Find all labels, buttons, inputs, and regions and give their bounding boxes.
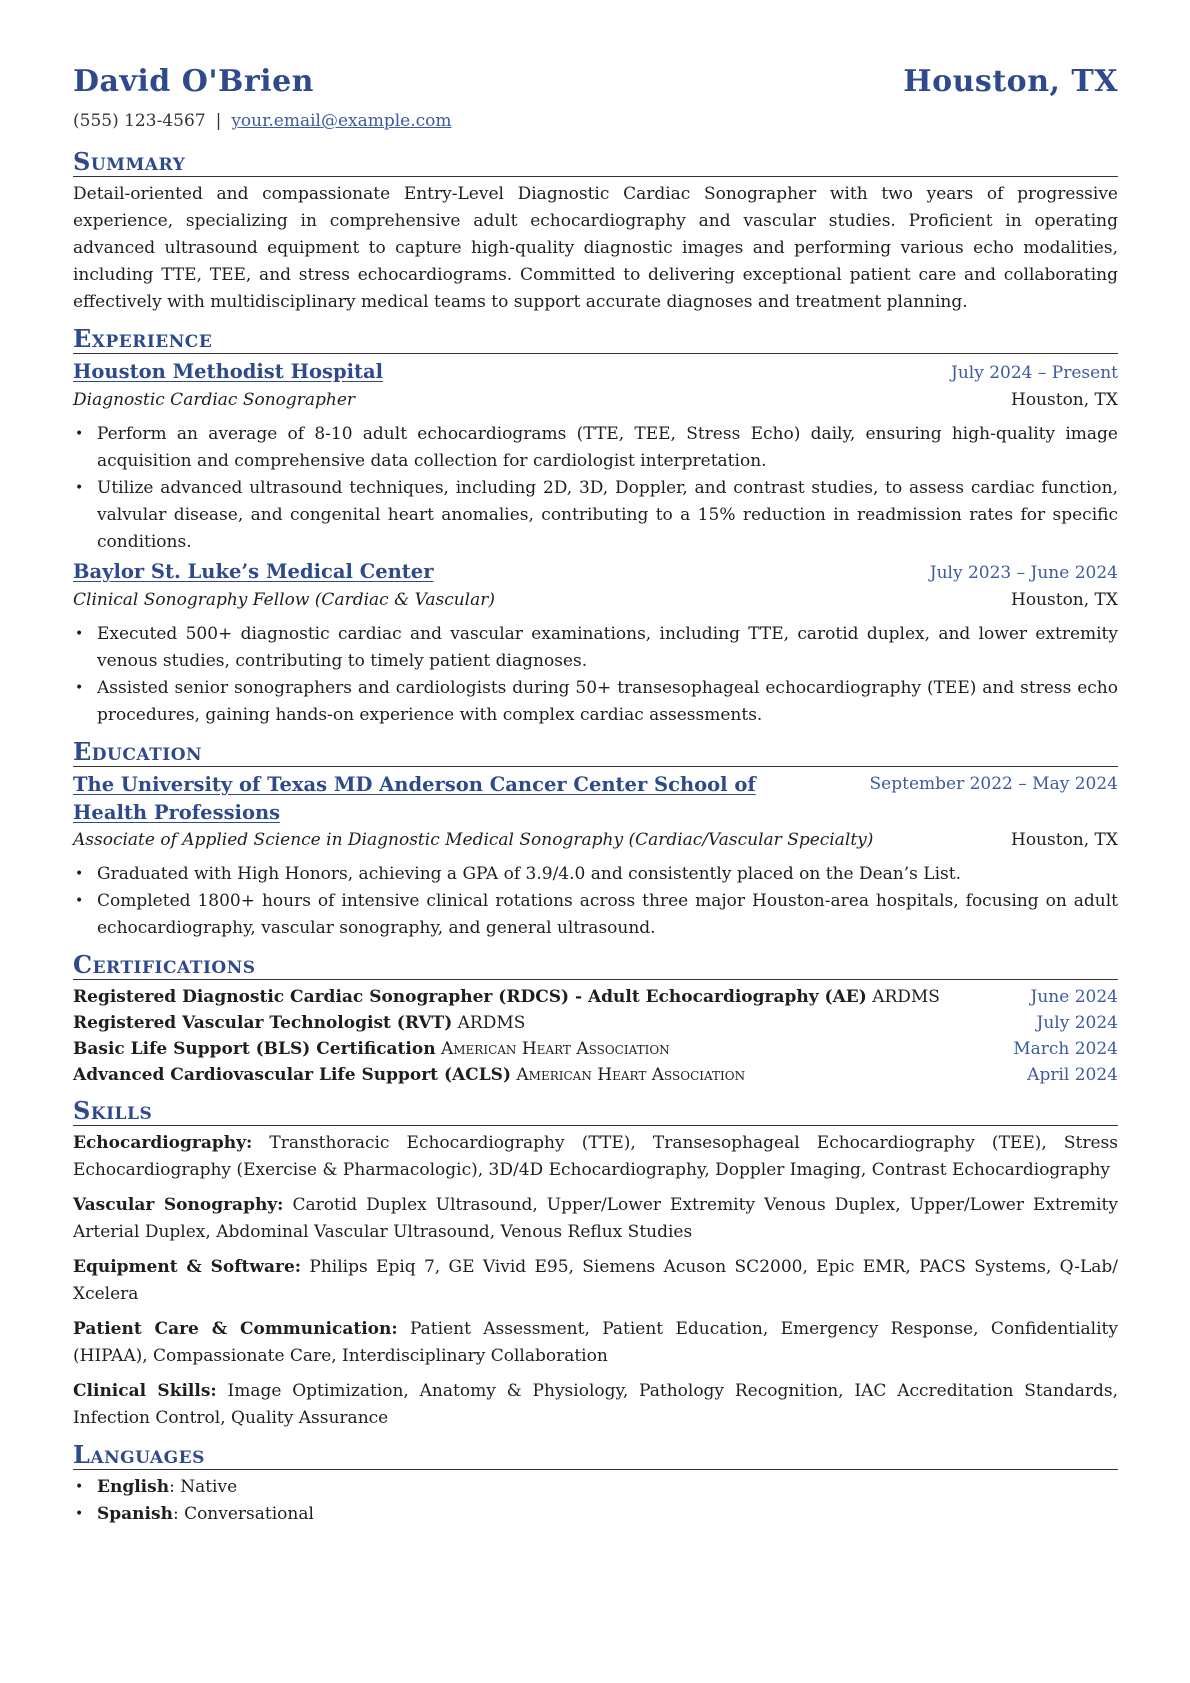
language-name: Spanish xyxy=(97,1504,173,1524)
contact-separator: | xyxy=(215,111,222,131)
certification-name: Advanced Cardiovascular Life Support (ACLS) xyxy=(73,1065,511,1085)
language-name: English xyxy=(97,1477,170,1497)
degree: Associate of Applied Science in Diagnostic Medical Sonography (Cardiac/Vascular Specialty) xyxy=(73,830,874,850)
bullet-item: • Graduated with High Honors, achieving a GPA of 3.9/4.0 and consistently placed on the Dean’s List. xyxy=(97,861,1118,888)
job-title: Diagnostic Cardiac Sonographer xyxy=(73,390,356,410)
bullet-list xyxy=(73,861,1118,942)
bullet-item: • Utilize advanced ultrasound techniques, including 2D, 3D, Doppler, and contrast studies, to assess cardiac function, valvular disease, and congenital heart anomalies, contributing to a 15% reduction in readmission rates for specific conditions. xyxy=(97,475,1118,556)
skill-text: Transthoracic Echocardiography (TTE), Transesophageal Echocardiography (TEE), Stress Echocardiography (Exercise & Pharmacologic), 3D/4D Echocardiography, Doppler Imaging, Contrast Echocardiography xyxy=(73,1133,1118,1180)
email-link[interactable]: your.email@example.com xyxy=(231,111,452,131)
section-title-languages: Languages xyxy=(73,1442,1118,1470)
employment-dates: July 2024 – Present xyxy=(951,363,1118,383)
certification-date: July 2024 xyxy=(1036,1013,1118,1033)
school-location: Houston, TX xyxy=(1011,830,1118,850)
certification-issuer: American Heart Association xyxy=(516,1065,746,1085)
skill-label: Patient Care & Communication: xyxy=(73,1319,398,1339)
skill-label: Vascular Sonography: xyxy=(73,1195,284,1215)
bullet-list xyxy=(73,421,1118,556)
certification-item xyxy=(73,1036,1118,1062)
certification-issuer: ARDMS xyxy=(457,1013,526,1033)
skill-group xyxy=(73,1130,1118,1184)
language-item xyxy=(97,1474,1118,1501)
employment-dates: July 2023 – June 2024 xyxy=(929,563,1118,583)
certification-name: Registered Vascular Technologist (RVT) xyxy=(73,1013,453,1033)
skill-group xyxy=(73,1316,1118,1370)
certification-date: June 2024 xyxy=(1030,987,1118,1007)
certification-name: Basic Life Support (BLS) Certification xyxy=(73,1039,436,1059)
skill-group xyxy=(73,1378,1118,1432)
section-title-skills: Skills xyxy=(73,1098,1118,1126)
skills-list xyxy=(73,1130,1118,1432)
skill-text: Carotid Duplex Ultrasound, Upper/Lower Extremity Venous Duplex, Upper/Lower Extremity Arterial Duplex, Abdominal Vascular Ultrasound, Venous Reflux Studies xyxy=(73,1195,1118,1242)
skill-text: Philips Epiq 7, GE Vivid E95, Siemens Acuson SC2000, Epic EMR, PACS Systems, Q-Lab/ Xcelera xyxy=(73,1257,1119,1304)
skill-text: Patient Assessment, Patient Education, Emergency Response, Confidentiality (HIPAA), Compassionate Care, Interdisciplinary Collaboration xyxy=(73,1319,1118,1366)
certification-item xyxy=(73,1010,1118,1036)
skill-label: Clinical Skills: xyxy=(73,1381,217,1401)
certification-item xyxy=(73,984,1118,1010)
bullet-item: • Executed 500+ diagnostic cardiac and vascular examinations, including TTE, carotid duplex, and lower extremity venous studies, contributing to timely patient diagnoses. xyxy=(97,621,1118,675)
language-level: : Native xyxy=(169,1477,238,1497)
contact-line xyxy=(73,108,1118,135)
experience-entry xyxy=(73,558,1118,729)
certification-name: Registered Diagnostic Cardiac Sonographer (RDCS) - Adult Echocardiography (AE) xyxy=(73,987,867,1007)
language-item xyxy=(97,1501,1118,1528)
bullet-item: • Completed 1800+ hours of intensive clinical rotations across three major Houston-area hospitals, focusing on adult echocardiography, vascular sonography, and general ultrasound. xyxy=(97,888,1118,942)
employer-link[interactable]: Houston Methodist Hospital xyxy=(73,360,384,383)
candidate-name: David O'Brien xyxy=(73,64,314,99)
summary-text: Detail-oriented and compassionate Entry-Level Diagnostic Cardiac Sonographer with two years of progressive experience, specializing in comprehensive adult echocardiography and vascular studies. Proficient in operating advanced ultrasound equipment to capture high-quality diagnostic images and performing various echo modalities, including TTE, TEE, and stress echocardiograms. Committed to delivering exceptional patient care and collaborating effectively with multidisciplinary medical teams to support accurate diagnoses and treatment planning. xyxy=(73,184,1118,312)
experience-entry xyxy=(73,358,1118,556)
bullet-item: • Perform an average of 8-10 adult echocardiograms (TTE, TEE, Stress Echo) daily, ensuring high-quality image acquisition and comprehensive data collection for cardiologist interpretation. xyxy=(97,421,1118,475)
job-location: Houston, TX xyxy=(1011,590,1118,610)
phone-number: (555) 123-4567 xyxy=(73,111,206,131)
school-link[interactable]: The University of Texas MD Anderson Cancer Center School of Health Professions xyxy=(73,773,756,824)
employer-link[interactable]: Baylor St. Luke’s Medical Center xyxy=(73,560,434,583)
section-title-education: Education xyxy=(73,739,1118,767)
education-entry xyxy=(73,771,1118,942)
certification-issuer: ARDMS xyxy=(872,987,940,1007)
skill-label: Equipment & Software: xyxy=(73,1257,302,1277)
education-dates: September 2022 – May 2024 xyxy=(869,774,1118,794)
section-title-certifications: Certifications xyxy=(73,952,1118,980)
certification-issuer: American Heart Association xyxy=(440,1039,670,1059)
header xyxy=(73,62,1118,102)
certification-item xyxy=(73,1062,1118,1088)
language-level: : Conversational xyxy=(172,1504,314,1524)
bullet-item: • Assisted senior sonographers and cardiologists during 50+ transesophageal echocardiography (TEE) and stress echo procedures, gaining hands-on experience with complex cardiac assessments. xyxy=(97,675,1118,729)
bullet-list xyxy=(73,621,1118,729)
candidate-location: Houston, TX xyxy=(903,64,1118,99)
skill-group xyxy=(73,1192,1118,1246)
certification-list xyxy=(73,984,1118,1088)
section-title-summary: Summary xyxy=(73,149,1118,177)
job-location: Houston, TX xyxy=(1011,390,1118,410)
skill-group xyxy=(73,1254,1118,1308)
certification-date: April 2024 xyxy=(1027,1065,1118,1085)
skill-text: Image Optimization, Anatomy & Physiology, Pathology Recognition, IAC Accreditation Standards, Infection Control, Quality Assurance xyxy=(73,1381,1118,1428)
languages-list xyxy=(73,1474,1118,1528)
section-title-experience: Experience xyxy=(73,326,1118,354)
job-title: Clinical Sonography Fellow (Cardiac & Vascular) xyxy=(73,590,495,610)
skill-label: Echocardiography: xyxy=(73,1133,253,1153)
certification-date: March 2024 xyxy=(1013,1039,1118,1059)
